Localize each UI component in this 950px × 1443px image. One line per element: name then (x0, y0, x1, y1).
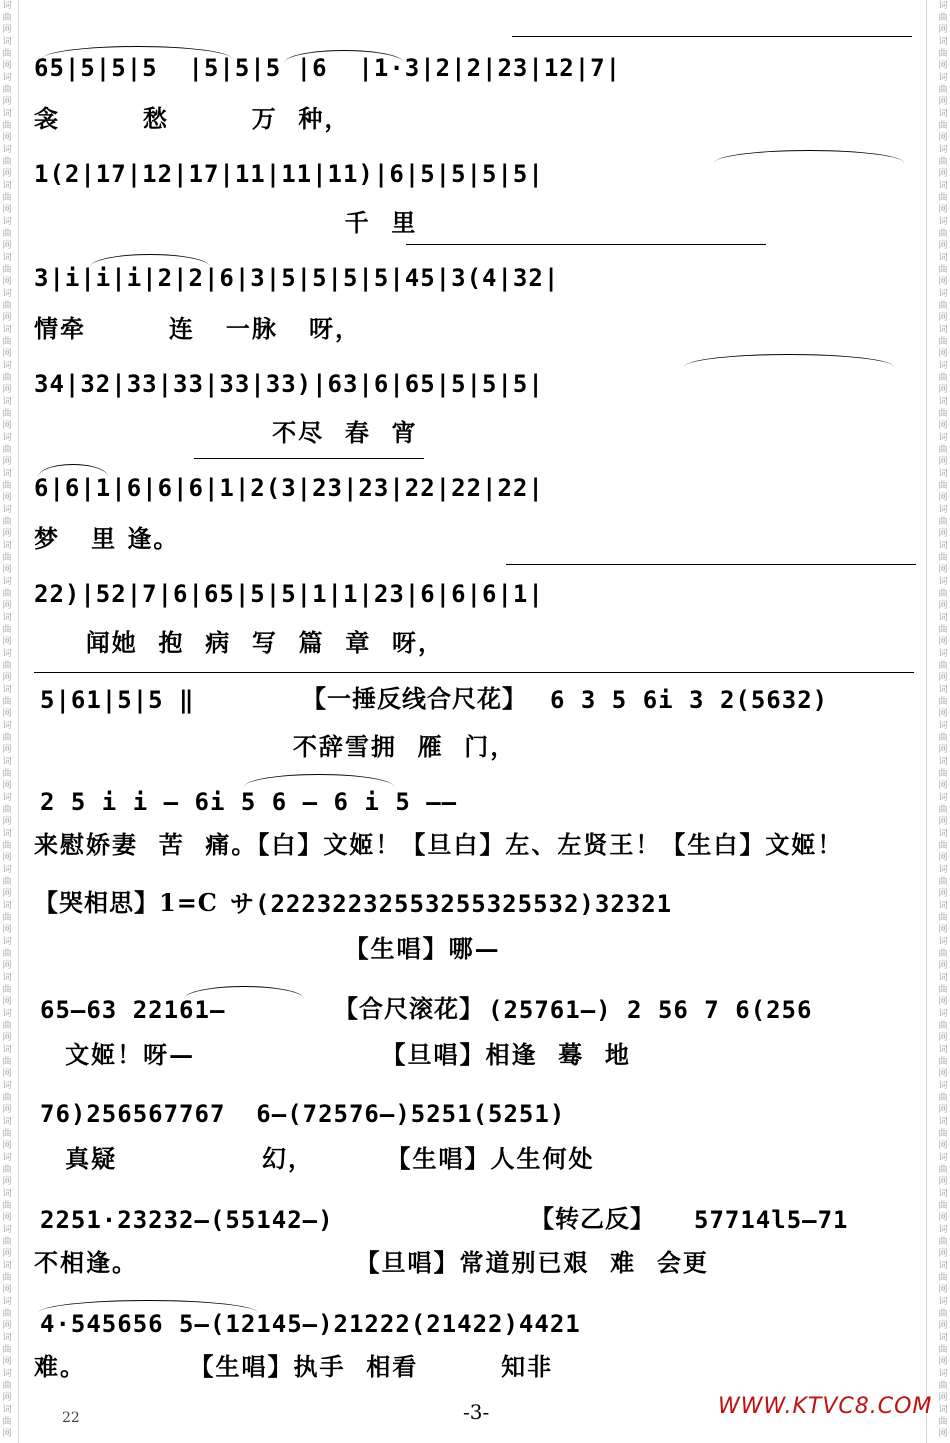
notation-line-continued: (25761–) 2 56 7 6(256 (488, 996, 813, 1024)
right-watermark-strip: 词曲网词曲网词曲网词曲网词曲网词曲网词曲网词曲网词曲网词曲网词曲网词曲网词曲网词曲网词曲网词曲网词曲网词曲网词曲网词曲网词曲网词曲网词曲网词曲网词曲网词曲网词曲网词曲网词曲网词曲网词曲网词曲网词曲网词曲网词曲网词曲网词曲网词曲网词曲网词曲网 (938, 1, 948, 1439)
section-label: 【哭相思】1=C (34, 888, 218, 917)
lyric-line: 【生唱】哪— (34, 934, 501, 963)
notation-line: 5|61|5|5 ‖ (40, 686, 195, 714)
notation-line: 34|32|33|33|33|33)|63|6|65|5|5|5| (34, 370, 544, 398)
lyric-line: 千 里 (34, 208, 418, 237)
slur (684, 354, 894, 367)
lyric-line: 情牵 连 一脉 呀， (34, 314, 361, 343)
notation-line: 76)256567767 6–(72576–)5251(5251) (40, 1100, 566, 1128)
lyric-line: 衾 愁 万 种， (34, 104, 351, 133)
phrase-bracket (34, 672, 914, 673)
slur (714, 150, 904, 163)
notation-line: 1(2|17|12|17|11|11|11)|6|5|5|5|5| (34, 160, 544, 188)
notation-line: 2 5 i i – 6i 5 6 – 6 i 5 —— (40, 788, 458, 816)
lyric-line: 不尽 春 宵 (34, 418, 418, 447)
notation-line: 6|6|1|6|6|6|1|2(3|23|23|22|22|22| (34, 474, 544, 502)
notation-line: 65|5|5|5 |5|5|5 |6 |1·3|2|2|23|12|7| (34, 54, 622, 82)
lyric-line: 真疑 幻， 【生唱】人生何处 (34, 1144, 595, 1173)
lyric-line: 文姬！呀— 【旦唱】相逢 蓦 地 (34, 1040, 631, 1069)
lyric-line: 来慰娇妻 苦 痛。【白】文姬！【旦白】左、左贤王！【生白】文姬！ (34, 830, 844, 859)
page-number: -3- (463, 1400, 490, 1424)
phrase-bracket (512, 36, 912, 37)
section-label: 【合尺滚花】 (334, 994, 484, 1023)
phrase-bracket (406, 244, 766, 245)
lyric-line: 难。 【生唱】执手 相看 知非 (34, 1352, 554, 1381)
notation-line: 22)|52|7|6|65|5|5|1|1|23|6|6|6|1| (34, 580, 544, 608)
left-border-line (18, 0, 19, 1443)
notation-line-continued: 6 3 5 6i 3 2(5632) (550, 686, 829, 714)
section-label: 【转乙反】 (530, 1204, 655, 1233)
left-watermark-strip: 词曲网词曲网词曲网词曲网词曲网词曲网词曲网词曲网词曲网词曲网词曲网词曲网词曲网词曲网词曲网词曲网词曲网词曲网词曲网词曲网词曲网词曲网词曲网词曲网词曲网词曲网词曲网词曲网词曲网词曲网词曲网词曲网词曲网词曲网词曲网词曲网词曲网词曲网词曲网词曲网 (2, 1, 12, 1439)
corner-page-number: 22 (62, 1410, 80, 1426)
section-label: 【一捶反线合尺花】 (302, 684, 527, 713)
notation-line: 65–63 22161– (40, 996, 226, 1024)
website-watermark: WWW.KTVC8.COM (718, 1394, 933, 1419)
notation-line: 2251·23232–(55142–) (40, 1206, 334, 1234)
lyric-line: 不辞雪拥 雁 门， (34, 732, 517, 761)
phrase-bracket (194, 458, 424, 459)
phrase-bracket (506, 564, 916, 565)
lyric-line: 闻她 抱 病 写 篇 章 呀， (34, 628, 445, 657)
notation-line: 3|i|i|i|2|2|6|3|5|5|5|5|45|3(4|32| (34, 264, 560, 292)
right-border-line (926, 0, 927, 1443)
notation-line: サ(22232232553255325532)32321 (230, 890, 673, 918)
lyric-line: 梦 里 逢。 (34, 524, 180, 553)
notation-line: 4·545656 5–(12145–)21222(21422)4421 (40, 1310, 581, 1338)
lyric-line: 不相逢。 【旦唱】常道别已艰 难 会更 (34, 1248, 709, 1277)
notation-line-continued: 57714l5–71 (694, 1206, 849, 1234)
